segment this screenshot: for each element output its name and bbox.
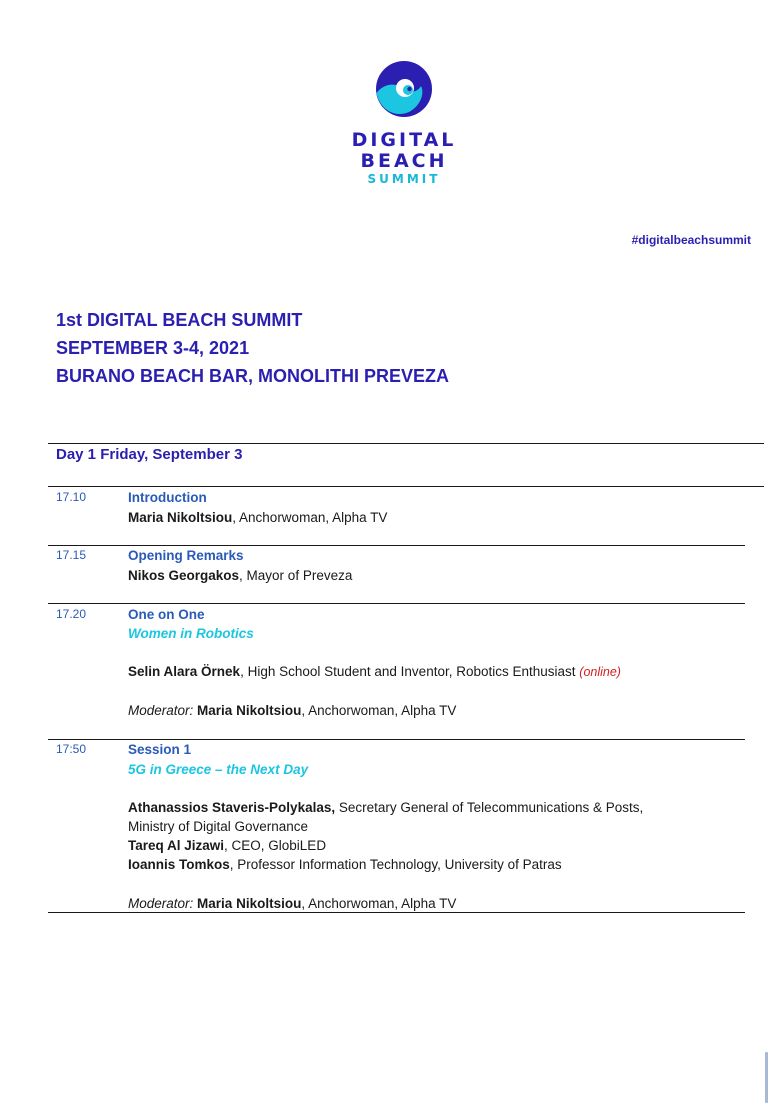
event-title: 1st DIGITAL BEACH SUMMIT [56,310,303,330]
speaker-role: , Mayor of Preveza [239,568,353,583]
hashtag: #digitalbeachsummit [631,233,751,247]
agenda-moderator [128,896,456,911]
agenda-topic: Women in Robotics [128,626,254,641]
day-heading: Day 1 Friday, September 3 [56,446,243,463]
online-note: (online) [579,665,621,679]
speaker-name: Nikos Georgakos [128,568,240,583]
summit-logo [346,60,462,187]
divider [48,486,764,487]
event-title-block [56,306,449,390]
agenda-speaker [128,664,621,679]
logo-word-digital: DIGITAL [351,129,457,151]
divider [48,545,745,546]
speaker-name: Athanassios Staveris-Polykalas, [128,800,336,815]
speaker-role: , Anchorwoman, Alpha TV [232,510,388,525]
divider [48,603,745,604]
divider [48,739,745,740]
logo-word-summit: SUMMIT [367,172,441,186]
speaker-role: , High School Student and Inventor, Robotics Enthusiast [240,664,580,679]
speaker-role: , CEO, GlobiLED [224,838,327,853]
event-dates: SEPTEMBER 3-4, 2021 [56,338,250,358]
moderator-name: Maria Nikoltsiou [197,896,302,911]
agenda-speaker [128,800,643,815]
speaker-name: Tareq Al Jizawi [128,838,225,853]
speaker-role: Ministry of Digital Governance [128,819,309,834]
agenda-time: 17.20 [56,607,87,621]
speaker-role: , Professor Information Technology, University of Patras [229,857,562,872]
agenda-time: 17:50 [56,742,87,756]
agenda-time: 17.15 [56,548,87,562]
agenda-title: Session 1 [128,742,192,757]
agenda-title: Introduction [128,490,207,505]
moderator-label: Moderator: [128,896,194,911]
moderator-label: Moderator: [128,703,194,718]
speaker-name: Ioannis Tomkos [128,857,230,872]
speaker-name: Maria Nikoltsiou [128,510,233,525]
agenda-speaker [128,510,387,525]
agenda-moderator [128,703,456,718]
speaker-role: Secretary General of Telecommunications & Posts, [335,800,644,815]
agenda-time: 17.10 [56,490,87,504]
divider [48,912,745,913]
logo-word-beach: BEACH [360,150,448,172]
divider [48,443,764,444]
speaker-name: Selin Alara Örnek [128,664,241,679]
event-venue: BURANO BEACH BAR, MONOLITHI PREVEZA [56,366,450,386]
agenda-speaker [128,838,326,853]
agenda-title: One on One [128,607,205,622]
agenda-speaker [128,857,562,872]
moderator-role: , Anchorwoman, Alpha TV [301,703,457,718]
agenda-title: Opening Remarks [128,548,244,563]
scrollbar-thumb[interactable] [765,1052,768,1103]
moderator-name: Maria Nikoltsiou [197,703,302,718]
agenda-speaker [128,568,352,583]
agenda-speaker-continued [128,819,308,834]
agenda-topic: 5G in Greece – the Next Day [128,762,309,777]
wave-circle-logo-icon [375,60,433,118]
moderator-role: , Anchorwoman, Alpha TV [301,896,457,911]
